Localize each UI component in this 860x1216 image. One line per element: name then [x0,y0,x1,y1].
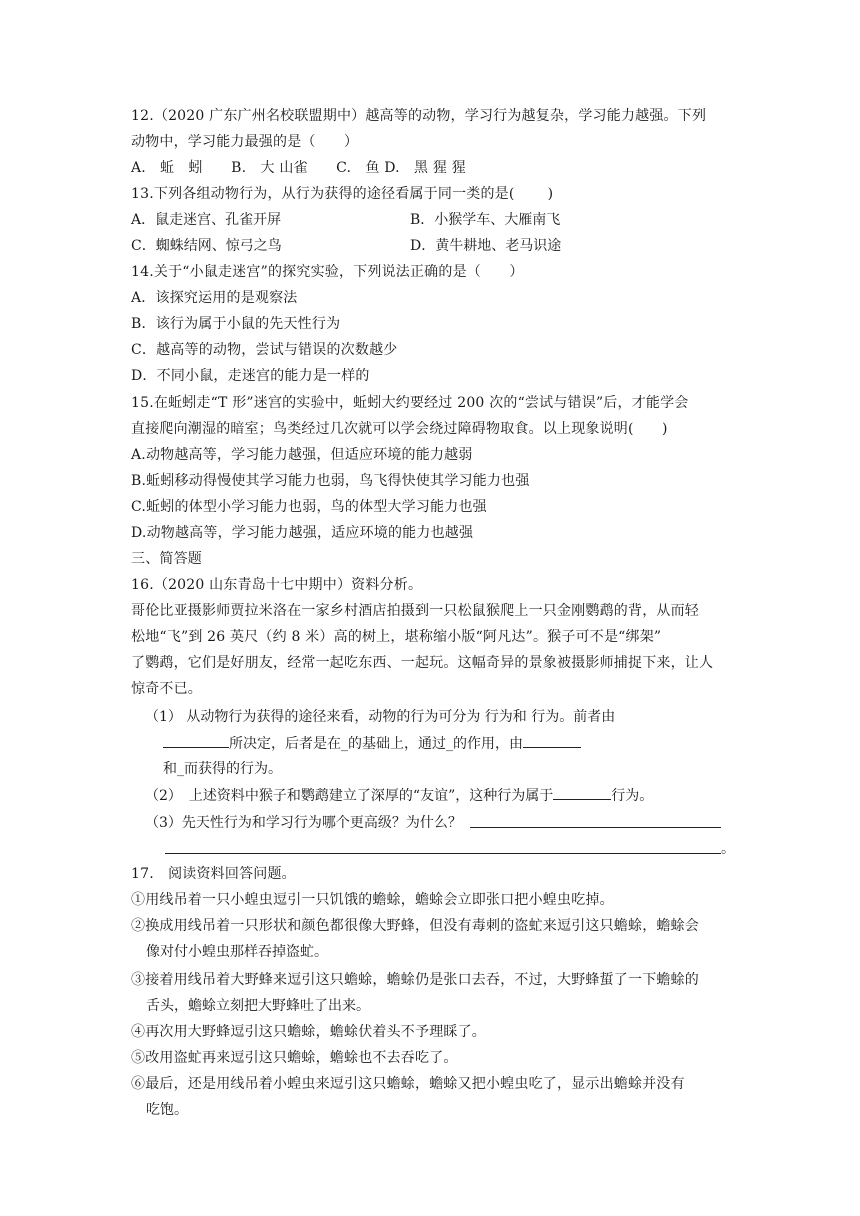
q16-sub1-line3: 和_而获得的行为。 [163,761,282,777]
q17-item4: ④再次用大野蜂逗引这只蟾蜍，蟾蜍伏着头不予理睬了。 [131,1024,486,1040]
q16-sub1-line2 [163,732,581,754]
q14-option-c: C．越高等的动物，尝试与错误的次数越少 [131,342,398,358]
q16-passage-line2: 松地“飞”到 26 英尺（约 8 米）高的树上，堪称缩小版“阿凡达”。猴子可不是“绑架” [131,629,662,645]
q17-title: 17. 阅读资料回答问题。 [131,866,296,882]
q15-option-a: A.动物越高等，学习能力越强，但适应环境的能力越弱 [131,447,473,463]
q16-sub3: （3）先天性行为和学习行为哪个更高级？为什么？ [145,815,462,831]
q17-item6-line1: ⑥最后，还是用线吊着小蝗虫来逗引这只蟾蜍，蟾蜍又把小蝗虫吃了，显示出蟾蜍并没有 [131,1076,685,1092]
q16-sub2-text: （2） 上述资料中猴子和鹦鹉建立了深厚的“友谊”，这种行为属于 [145,788,554,804]
q17-item6-line2: 吃饱。 [146,1102,188,1118]
q16-passage-line4: 惊奇不已。 [131,681,202,697]
answer-blank[interactable] [553,784,611,800]
q13-option-a: A．鼠走迷宫、孔雀开屏 [131,212,282,228]
q16-sub1-line1: （1） 从动物行为获得的途径来看，动物的行为可分为 行为和 行为。前者由 [145,709,616,725]
answer-line[interactable] [165,853,721,854]
answer-line[interactable] [470,827,721,828]
q12-stem-line2: 动物中，学习能力最强的是（ ） [131,134,359,150]
answer-blank[interactable] [523,732,581,748]
q17-item2-line2: 像对付小蝗虫那样吞掉盗虻。 [146,944,328,960]
q16-passage-line1: 哥伦比亚摄影师贾拉米洛在一家乡村酒店拍摄到一只松鼠猴爬上一只金刚鹦鹉的背，从而轻 [131,603,699,619]
q13-option-b: B．小猴学车、大雁南飞 [410,212,561,228]
q12-stem-line1: 12.（2020 广东广州名校联盟期中）越高等的动物，学习行为越复杂，学习能力越强。下列 [131,108,707,124]
q16-sub3-period: 。 [721,841,735,857]
q17-item1: ①用线吊着一只小蝗虫逗引一只饥饿的蟾蜍，蟾蜍会立即张口把小蝗虫吃掉。 [131,892,614,908]
q17-item3-line2: 舌头，蟾蜍立刻把大野蜂吐了出来。 [146,998,370,1014]
q17-item3-line1: ③接着用线吊着大野蜂来逗引这只蟾蜍，蟾蜍仍是张口去吞，不过，大野蜂蜇了一下蟾蜍的 [131,972,699,988]
q17-item2-line1: ②换成用线吊着一只形状和颜色都很像大野蜂，但没有毒刺的盗虻来逗引这只蟾蜍，蟾蜍会 [131,918,699,934]
q16-sub2-suffix: 行为。 [611,788,654,804]
answer-blank[interactable] [163,732,229,748]
section-heading: 三、简答题 [131,551,202,567]
q17-item5: ⑤改用盗虻再来逗引这只蟾蜍，蟾蜍也不去吞吃了。 [131,1050,458,1066]
q15-option-b: B.蚯蚓移动得慢使其学习能力也弱，鸟飞得快使其学习能力也强 [131,473,530,489]
q13-stem: 13.下列各组动物行为，从行为获得的途径看属于同一类的是( ) [131,186,554,202]
q12-options: A. 蚯 蚓 B. 大 山雀 C. 鱼 D. 黑 猩 猩 [131,160,466,176]
q15-stem-line1: 15.在蚯蚓走“T 形”迷宫的实验中，蚯蚓大约要经过 200 次的“尝试与错误”后，才能学会 [131,395,689,411]
q16-passage-line3: 了鹦鹉，它们是好朋友，经常一起吃东西、一起玩。这幅奇异的景象被摄影师捕捉下来，让人 [131,655,714,671]
q15-stem-line2: 直接爬向潮湿的暗室；鸟类经过几次就可以学会绕过障碍物取食。以上现象说明( ) [131,421,668,437]
q14-option-d: D．不同小鼠，走迷宫的能力是一样的 [131,368,370,384]
q16-sub2 [145,784,653,806]
q16-title: 16.（2020 山东青岛十七中期中）资料分析。 [131,577,423,593]
q14-stem: 14.关于“小鼠走迷宫”的探究实验，下列说法正确的是（ ） [131,264,524,280]
q14-option-b: B．该行为属于小鼠的先天性行为 [131,316,341,332]
q15-option-d: D.动物越高等，学习能力越强，适应环境的能力也越强 [131,525,474,541]
q13-option-d: D．黄牛耕地、老马识途 [410,238,562,254]
q14-option-a: A．该探究运用的是观察法 [131,290,298,306]
q15-option-c: C.蚯蚓的体型小学习能力也弱，鸟的体型大学习能力也强 [131,499,487,515]
q13-option-c: C．蜘蛛结网、惊弓之鸟 [131,238,282,254]
q16-sub1-line2-text: 所决定，后者是在_的基础上，通过_的作用，由 [229,736,523,752]
